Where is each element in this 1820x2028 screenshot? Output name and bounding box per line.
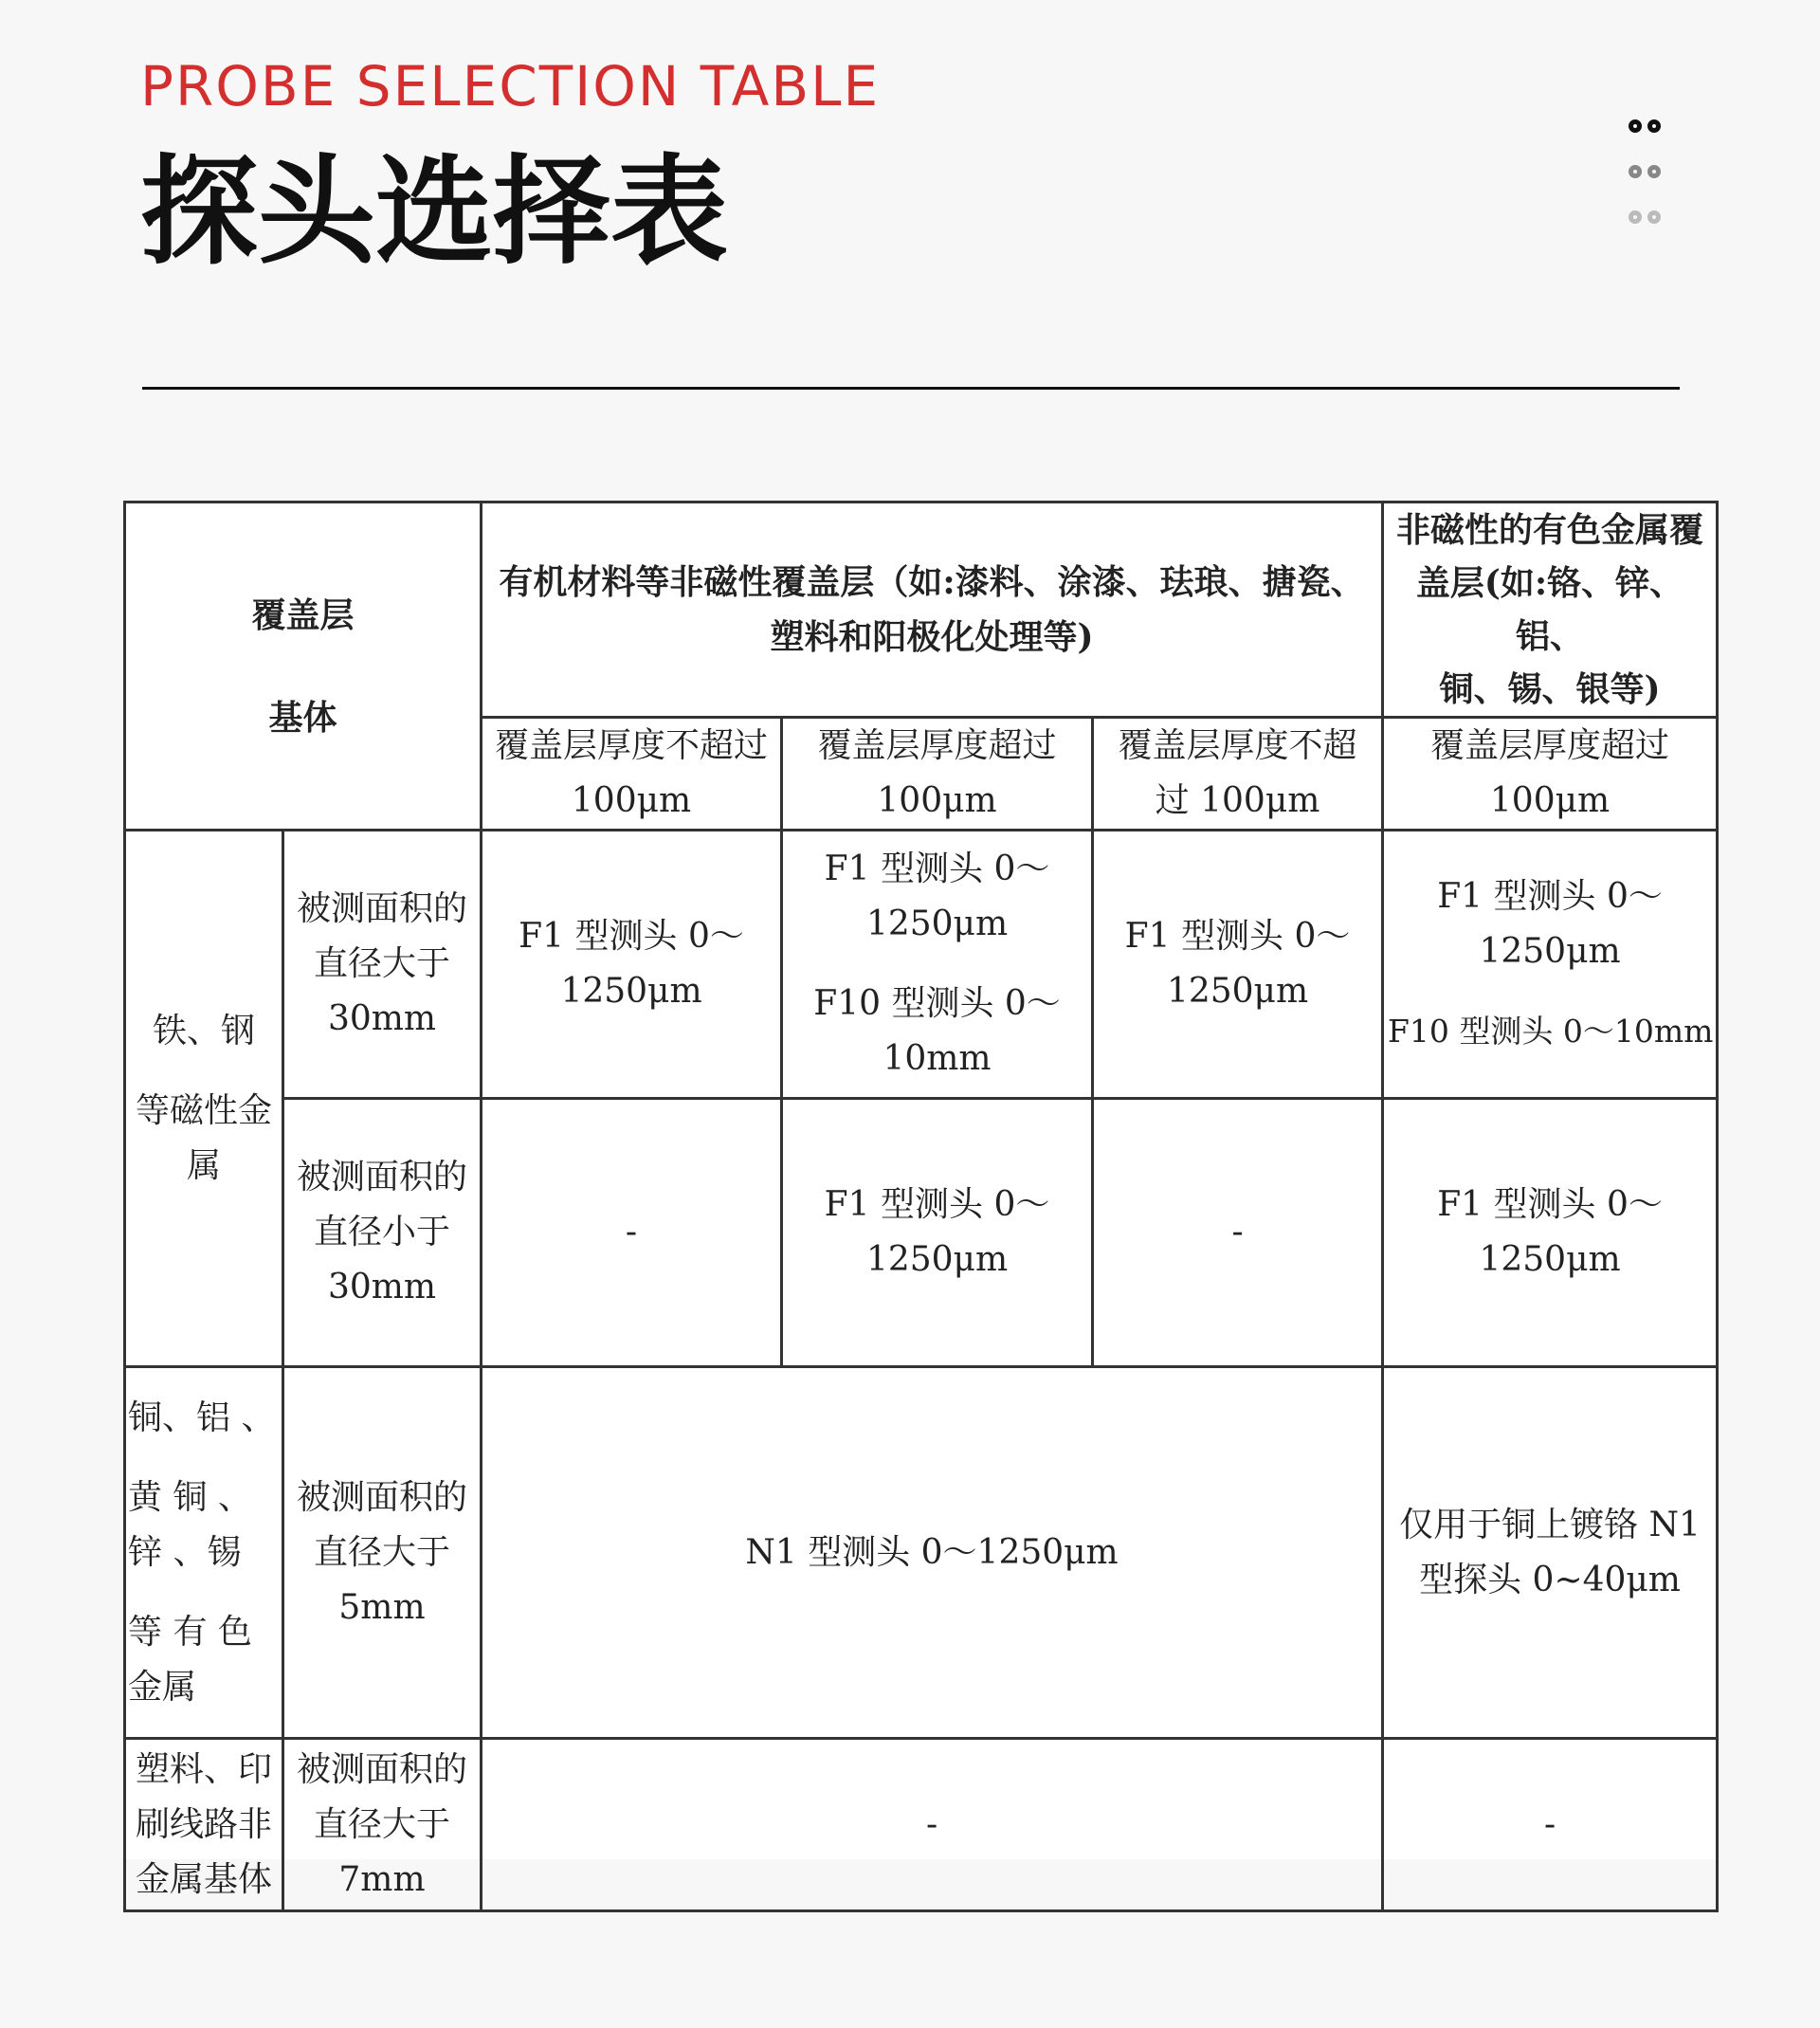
probe-line: 1250μm: [865, 1240, 1009, 1279]
condition-cell: [283, 1099, 482, 1367]
probe-line: 1250μm: [1479, 932, 1621, 971]
substrate-line: 金属: [128, 1667, 197, 1707]
substrate-ferromagnetic: [125, 831, 283, 1367]
condition-line: 被测面积的: [297, 889, 468, 928]
condition-line: 被测面积的: [297, 1477, 468, 1517]
probe-cell: [1383, 1099, 1718, 1367]
condition-line: 直径大于: [314, 1532, 451, 1572]
condition-line: 被测面积的: [297, 1749, 468, 1789]
probe-line: F1 型测头 0～: [519, 917, 744, 956]
substrate-line: 金属基体: [135, 1859, 272, 1899]
dots-icon: [1629, 119, 1680, 256]
probe-cell: [782, 1099, 1093, 1367]
corner-header: [125, 502, 482, 831]
probe-cell: -: [482, 1099, 782, 1367]
probe-cell: N1 型测头 0～1250μm: [482, 1367, 1383, 1739]
substrate-line: 属: [186, 1145, 221, 1185]
condition-line: 直径小于: [314, 1213, 451, 1252]
subheader-cell: [782, 718, 1093, 831]
condition-line: 被测面积的: [297, 1158, 468, 1197]
substrate-line: 黄 铜 、: [128, 1477, 252, 1517]
dot-icon: [1647, 119, 1661, 133]
header-divider: [142, 387, 1680, 390]
substrate-plastic: [125, 1739, 283, 1911]
metal-header-line: 铜、锡、银等): [1439, 669, 1661, 709]
probe-line: 1250μm: [1166, 972, 1309, 1011]
corner-substrate-label: 基体: [268, 697, 337, 738]
probe-line: F1 型测头 0～: [824, 850, 1050, 888]
metal-coating-header: [1383, 502, 1718, 718]
subheader-line: 覆盖层厚度不超: [1118, 726, 1357, 765]
condition-cell: [283, 1739, 482, 1911]
probe-cell: -: [482, 1739, 1383, 1911]
metal-header-line: 非磁性的有色金属覆: [1396, 510, 1704, 550]
probe-line: 10mm: [883, 1039, 992, 1078]
condition-line: 直径大于: [314, 1804, 451, 1844]
probe-cell: -: [1383, 1739, 1718, 1911]
probe-line: 1250μm: [560, 972, 702, 1011]
probe-line: 1250μm: [865, 904, 1009, 943]
subheader-cell: [1093, 718, 1383, 831]
probe-selection-table: [123, 501, 1716, 1899]
condition-cell: [283, 1367, 482, 1739]
condition-line: 30mm: [327, 1268, 437, 1306]
subheader-line: 100μm: [571, 781, 692, 820]
substrate-line: 刷线路非: [135, 1804, 272, 1844]
metal-header-line: 盖层(如:铬、锌、铝、: [1415, 563, 1684, 656]
subheader-line: 100μm: [877, 781, 997, 820]
organic-header-line: 塑料和阳极化处理等): [770, 617, 1094, 657]
substrate-line: 锌 、锡: [128, 1532, 242, 1572]
organic-coating-header: [482, 502, 1383, 718]
probe-line: F1 型测头 0～: [824, 1185, 1050, 1224]
condition-cell: [283, 831, 482, 1099]
subheader-line: 过 100μm: [1155, 781, 1320, 820]
probe-cell: [782, 831, 1093, 1099]
dot-icon: [1629, 165, 1642, 178]
probe-line: F1 型测头 0～: [1124, 917, 1351, 956]
probe-cell: [1093, 831, 1383, 1099]
substrate-nonferrous: [125, 1367, 283, 1739]
probe-line: F1 型测头 0～: [1437, 877, 1663, 916]
substrate-line: 铜、铝 、: [128, 1398, 276, 1437]
dot-icon: [1629, 210, 1642, 224]
probe-line: F10 型测头 0～: [813, 984, 1061, 1023]
corner-coating-label: 覆盖层: [251, 594, 355, 635]
dot-icon: [1629, 119, 1642, 133]
substrate-line: 等 有 色: [128, 1612, 252, 1652]
page-subtitle: PROBE SELECTION TABLE: [140, 54, 881, 119]
dot-icon: [1647, 210, 1661, 224]
page-title: 探头选择表: [140, 144, 729, 281]
substrate-line: 铁、钢: [152, 1011, 255, 1051]
probe-cell: [482, 831, 782, 1099]
subheader-line: 100μm: [1489, 781, 1611, 820]
subheader-line: 覆盖层厚度不超过: [495, 726, 769, 765]
condition-line: 直径大于: [314, 944, 451, 983]
condition-line: 7mm: [338, 1859, 426, 1899]
condition-line: 5mm: [338, 1587, 426, 1627]
probe-cell: [1383, 1367, 1718, 1739]
dot-icon: [1647, 165, 1661, 178]
subheader-cell: [482, 718, 782, 831]
probe-line: 仅用于铜上镀铬 N1: [1399, 1505, 1701, 1544]
probe-line: 型探头 0~40μm: [1419, 1560, 1681, 1599]
probe-line: F10 型测头 0～10mm: [1388, 1013, 1714, 1050]
subheader-line: 覆盖层厚度超过: [817, 726, 1057, 765]
subheader-cell: [1383, 718, 1718, 831]
condition-line: 30mm: [327, 999, 437, 1038]
probe-cell: [1383, 831, 1718, 1099]
subheader-line: 覆盖层厚度超过: [1430, 726, 1670, 765]
probe-line: F1 型测头 0～: [1437, 1185, 1663, 1224]
probe-cell: -: [1093, 1099, 1383, 1367]
substrate-line: 塑料、印: [135, 1749, 272, 1789]
organic-header-line: 有机材料等非磁性覆盖层（如:漆料、涂漆、珐琅、搪瓷、: [499, 562, 1365, 602]
probe-line: 1250μm: [1479, 1240, 1621, 1279]
substrate-line: 等磁性金: [135, 1090, 272, 1130]
